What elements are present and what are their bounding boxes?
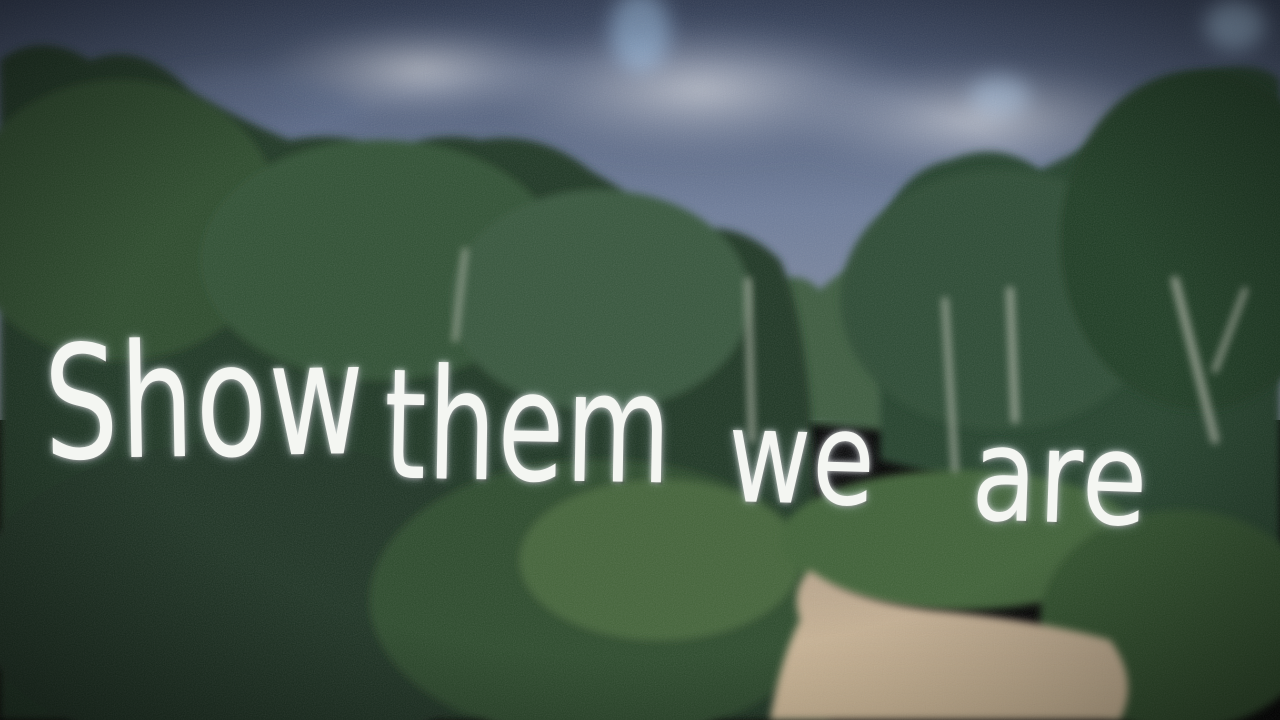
lyric-word-show: Show: [42, 308, 368, 497]
lyric-word-them: them: [382, 335, 674, 520]
lyric-word-are: are: [969, 398, 1152, 557]
lyric-word-we: we: [726, 380, 879, 536]
